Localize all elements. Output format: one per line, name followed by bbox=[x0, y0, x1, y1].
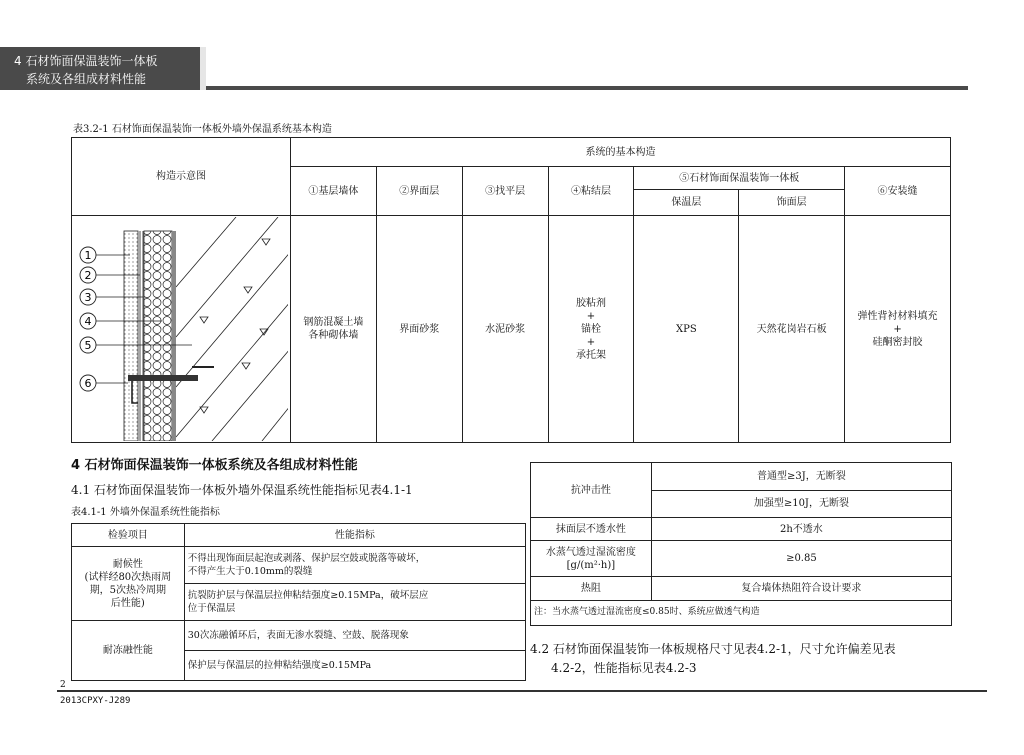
header-facing: 饰面层 bbox=[739, 190, 845, 216]
header-rule bbox=[206, 86, 968, 90]
freeze-thaw-cell: 耐冻融性能 bbox=[72, 621, 185, 681]
diagram-label-6: 6 bbox=[84, 377, 92, 390]
diagram-label-3: 3 bbox=[84, 291, 92, 304]
cell-insulation: XPS bbox=[634, 216, 739, 443]
weather-criterion-1: 不得出现饰面层起泡或剥落、保护层空鼓或脱落等破坏， 不得产生大于0.10mm的裂缝 bbox=[184, 547, 525, 584]
header-joint: ⑥安装缝 bbox=[845, 167, 951, 216]
table2-caption: 表4.1-1 外墙外保温系统性能指标 bbox=[71, 507, 220, 518]
diagram-label-1: 1 bbox=[84, 249, 92, 262]
cell-facing: 天然花岗岩石板 bbox=[739, 216, 845, 443]
weather-criterion-2: 抗裂防护层与保温层拉伸粘结强度≥0.15MPa，破坏层应 位于保温层 bbox=[184, 584, 525, 621]
diagram-label-4: 4 bbox=[84, 315, 92, 328]
vapor-cell: 水蒸气透过湿流密度 [g/(m²·h)] bbox=[531, 541, 652, 577]
section-4-2-line2: 4.2-2，性能指标见表4.2-3 bbox=[551, 661, 697, 675]
performance-table bbox=[71, 523, 526, 681]
construction-diagram bbox=[72, 217, 288, 441]
impact-cell: 抗冲击性 bbox=[531, 463, 652, 518]
header-interface: ②界面层 bbox=[376, 167, 462, 216]
section-title: 4 石材饰面保温装饰一体板系统及各组成材料性能 bbox=[71, 458, 358, 473]
construction-diagram-cell bbox=[72, 216, 291, 443]
weather-resistance-cell: 耐候性 (试样经80次热雨周 期，5次热冷周期 后性能) bbox=[72, 547, 185, 621]
cell-bonding: 胶粘剂 + 锚栓 + 承托架 bbox=[548, 216, 634, 443]
waterproof-cell: 抹面层不透水性 bbox=[531, 518, 652, 541]
section-4-2-line1: 4.2 石材饰面保温装饰一体板规格尺寸见表4.2-1，尺寸允许偏差见表 bbox=[530, 642, 896, 656]
diagram-header: 构造示意图 bbox=[72, 138, 291, 216]
cell-interface: 界面砂浆 bbox=[376, 216, 462, 443]
construction-table bbox=[71, 137, 951, 443]
header-index: 性能指标 bbox=[184, 524, 525, 547]
footer-rule bbox=[57, 690, 987, 692]
header-panel: ⑤石材饰面保温装饰一体板 bbox=[634, 167, 845, 190]
header-base: ①基层墙体 bbox=[290, 167, 376, 216]
cell-joint: 弹性背衬材料填充 + 硅酮密封胶 bbox=[845, 216, 951, 443]
freeze-criterion-2: 保护层与保温层的拉伸粘结强度≥0.15MPa bbox=[184, 651, 525, 681]
cell-base: 钢筋混凝土墙 各种砌体墙 bbox=[290, 216, 376, 443]
impact-reinforced: 加强型≥10J，无断裂 bbox=[651, 490, 951, 518]
header-bonding: ④粘结层 bbox=[548, 167, 634, 216]
table1-caption: 表3.2-1 石材饰面保温装饰一体板外墙外保温系统基本构造 bbox=[73, 124, 332, 135]
thermal-value: 复合墙体热阻符合设计要求 bbox=[651, 577, 951, 600]
vapor-value: ≥0.85 bbox=[651, 541, 951, 577]
chapter-title-line1: 4 石材饰面保温装饰一体板 bbox=[14, 54, 158, 68]
cell-leveling: 水泥砂浆 bbox=[462, 216, 548, 443]
section-4-1: 4.1 石材饰面保温装饰一体板外墙外保温系统性能指标见表4.1-1 bbox=[71, 483, 413, 497]
impact-normal: 普通型≥3J，无断裂 bbox=[651, 463, 951, 491]
waterproof-value: 2h不透水 bbox=[651, 518, 951, 541]
thermal-cell: 热阻 bbox=[531, 577, 652, 600]
header-leveling: ③找平层 bbox=[462, 167, 548, 216]
header-insulation: 保温层 bbox=[634, 190, 739, 216]
chapter-title-line2: 系统及各组成材料性能 bbox=[26, 72, 147, 86]
table-note: 注：当水蒸气透过湿流密度≤0.85时、系统应做透气构造 bbox=[531, 600, 952, 625]
page-number: 2 bbox=[60, 680, 66, 690]
header-tab-edge bbox=[200, 47, 206, 90]
diagram-label-2: 2 bbox=[84, 269, 92, 282]
chapter-header-tab bbox=[0, 47, 206, 90]
system-header: 系统的基本构造 bbox=[290, 138, 950, 167]
performance-table-continued bbox=[530, 462, 952, 626]
freeze-criterion-1: 30次冻融循环后，表面无渗水裂缝、空鼓、脱落现象 bbox=[184, 621, 525, 651]
header-item: 检验项目 bbox=[72, 524, 185, 547]
diagram-label-5: 5 bbox=[84, 339, 92, 352]
document-code: 2013CPXY-J289 bbox=[60, 696, 131, 706]
